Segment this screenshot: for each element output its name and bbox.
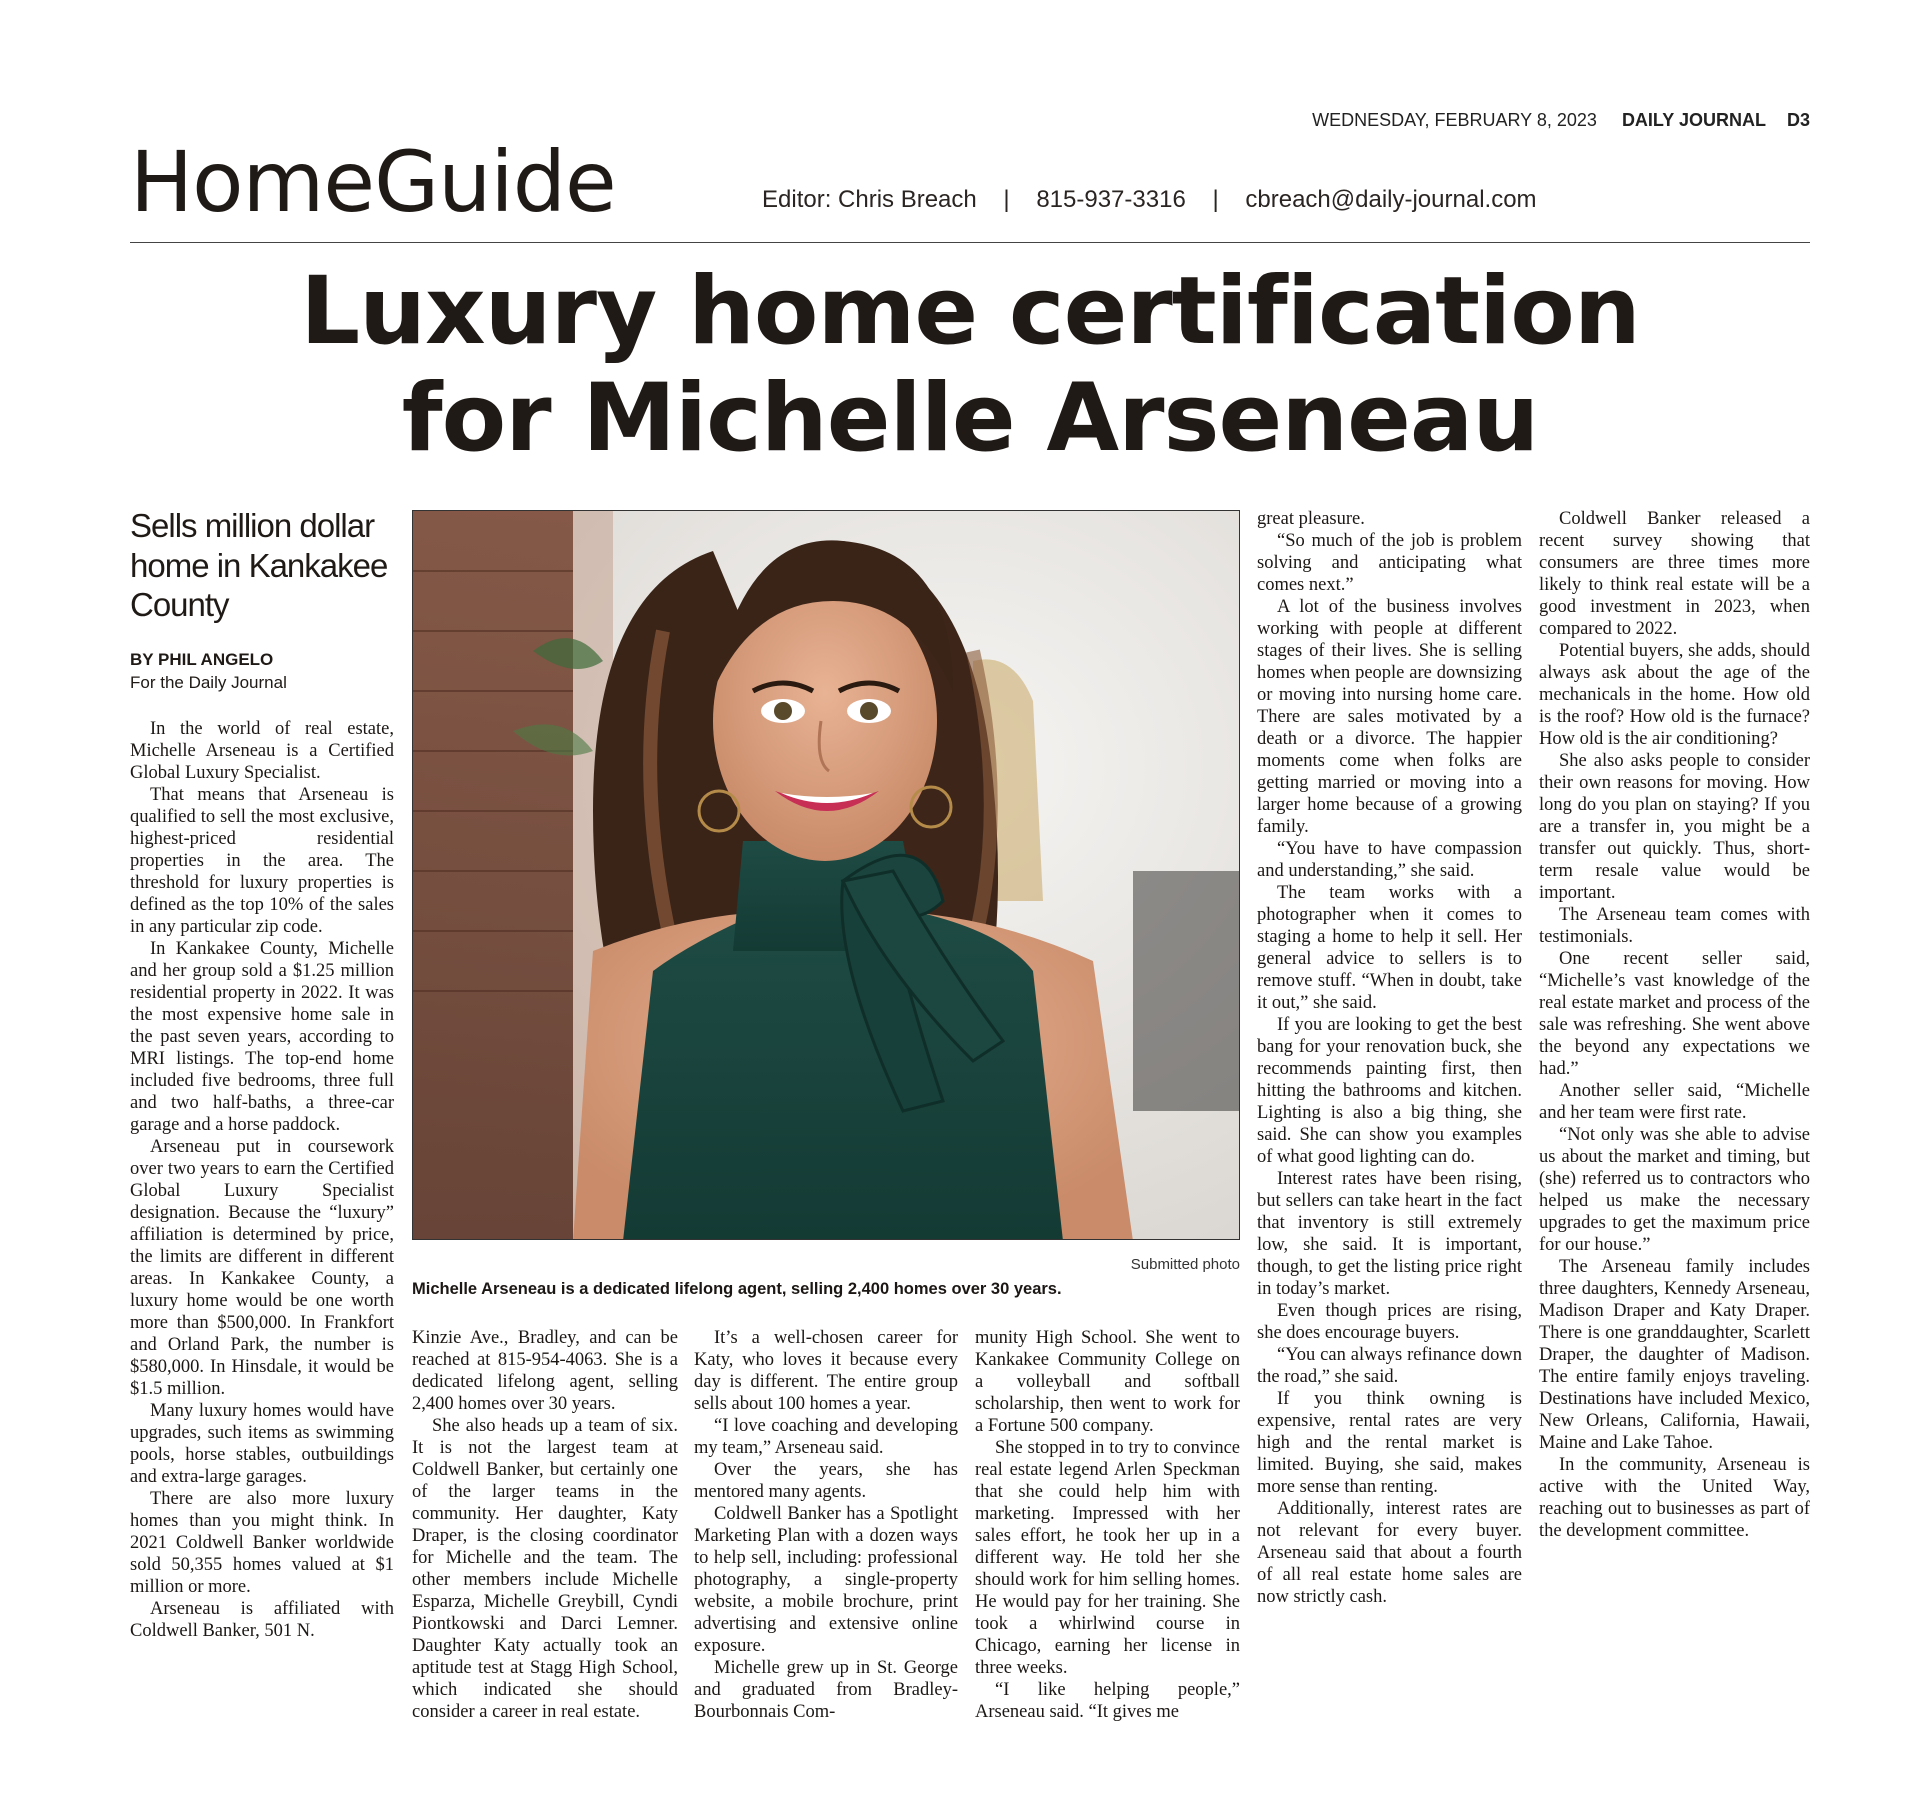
paragraph: Over the years, she has mentored many agents. xyxy=(694,1460,958,1502)
paragraph: “You have to have compassion and understanding,” she said. xyxy=(1257,839,1522,881)
article-column-4 xyxy=(975,1327,1240,1796)
paragraph: The Arseneau team comes with testimonials. xyxy=(1539,905,1810,947)
editor-info xyxy=(762,186,1537,214)
paragraph: Interest rates have been rising, but sellers can take heart in the fact that inventory is still extremely low, she said. It is important, though, to get the listing price right in today’s market. xyxy=(1257,1169,1522,1299)
header-rule xyxy=(130,242,1810,243)
separator: | xyxy=(1003,186,1010,213)
issue-date: WEDNESDAY, FEBRUARY 8, 2023 xyxy=(1312,110,1597,130)
separator: | xyxy=(1212,186,1219,213)
article-column-1 xyxy=(130,718,394,1796)
page-number: D3 xyxy=(1786,110,1810,130)
paragraph: Many luxury homes would have upgrades, such items as swimming pools, horse stables, outbuildings and extra-large garages. xyxy=(130,1401,394,1487)
article-column-5 xyxy=(1257,508,1522,1796)
section-title: HomeGuide xyxy=(130,133,616,231)
paragraph: The team works with a photographer when it comes to staging a home to help it sell. Her general advice to sellers is to remove stuff. “When in doubt, take it out,” she said. xyxy=(1257,883,1522,1013)
paragraph: One recent seller said, “Michelle’s vast knowledge of the real estate market and process of the sale was refreshing. She went above the beyond any expectations we had.” xyxy=(1539,949,1810,1079)
paragraph: Michelle grew up in St. George and graduated from Bradley-Bourbonnais Com- xyxy=(694,1658,958,1722)
paragraph: Arseneau is affiliated with Coldwell Banker, 501 N. xyxy=(130,1599,394,1641)
byline-affiliation: For the Daily Journal xyxy=(130,673,287,692)
paragraph: “Not only was she able to advise us about the market and timing, but (she) referred us to contractors who helped us make the necessary upgrades to get the maximum price for our house.” xyxy=(1539,1125,1810,1255)
paragraph: That means that Arseneau is qualified to sell the most exclusive, highest-priced residential properties in the area. The threshold for luxury properties is defined as the top 10% of the sales in any particular zip code. xyxy=(130,785,394,937)
headline-line-2: for Michelle Arseneau xyxy=(401,364,1539,474)
paragraph: Coldwell Banker has a Spotlight Marketing Plan with a dozen ways to help sell, including: professional photography, a single-property website, a mobile brochure, print advertising and extensive online exposure. xyxy=(694,1504,958,1656)
paragraph: munity High School. She went to Kankakee Community College on a volleyball and softball scholarship, then went to work for a Fortune 500 company. xyxy=(975,1328,1240,1436)
article-column-2 xyxy=(412,1327,678,1796)
paragraph: Additionally, interest rates are not relevant for every buyer. Arseneau said that about a fourth of all real estate home sales are now strictly cash. xyxy=(1257,1499,1522,1607)
paragraph: “You can always refinance down the road,” she said. xyxy=(1257,1345,1522,1387)
editor-name: Editor: Chris Breach xyxy=(762,186,977,213)
paragraph: A lot of the business involves working with people at different stages of their lives. She is selling homes when people are downsizing or moving into nursing home care. There are sales motivated by a death or a divorce. The happier moments come when folks are getting married or moving into a larger home because of a growing family. xyxy=(1257,597,1522,837)
paragraph: It’s a well-chosen career for Katy, who loves it because every day is different. The entire group sells about 100 homes a year. xyxy=(694,1328,958,1414)
paragraph: In Kankakee County, Michelle and her group sold a $1.25 million residential property in 2022. It was the most expensive home sale in the past seven years, according to MRI listings. The top-end home included five bedrooms, three full and two half-baths, a three-car garage and a horse paddock. xyxy=(130,939,394,1135)
paragraph: She stopped in to try to convince real estate legend Arlen Speckman that she could help him with marketing. Impressed with her sales effort, he took her up in a different way. He told her she should work for him selling homes. He would pay for her training. She took a whirlwind course in Chicago, earning her license in three weeks. xyxy=(975,1438,1240,1678)
paragraph: Arseneau put in coursework over two years to earn the Certified Global Luxury Specialist designation. Because the “luxury” affiliation is determined by price, the limits are different in different areas. In Kankakee County, a luxury home would be one worth more than $500,000. In Frankfort and Orland Park, the number is $580,000. In Hinsdale, it would be $1.5 million. xyxy=(130,1137,394,1399)
editor-phone: 815-937-3316 xyxy=(1036,186,1186,213)
paragraph: Even though prices are rising, she does encourage buyers. xyxy=(1257,1301,1522,1343)
paragraph: In the community, Arseneau is active with the United Way, reaching out to businesses as part of the development committee. xyxy=(1539,1455,1810,1541)
editor-email[interactable]: cbreach@daily-journal.com xyxy=(1245,186,1537,213)
paragraph: In the world of real estate, Michelle Arseneau is a Certified Global Luxury Specialist. xyxy=(130,719,394,783)
paragraph: She also asks people to consider their own reasons for moving. How long do you plan on staying? If you are a transfer in, you might be a transfer out quickly. Thus, short-term resale value would be important. xyxy=(1539,751,1810,903)
paragraph: She also heads up a team of six. It is not the largest team at Coldwell Banker, but certainly one of the larger teams in the community. Her daughter, Katy Draper, is the closing coordinator for Michelle and the team. The other members include Michelle Esparza, Michelle Greybill, Cyndi Piontkowski and Darci Lemner. Daughter Katy actually took an aptitude test at Stagg High School, which indicated she should consider a career in real estate. xyxy=(412,1416,678,1722)
portrait-photo xyxy=(412,510,1240,1240)
paragraph: “I like helping people,” Arseneau said. “It gives me xyxy=(975,1680,1240,1722)
paragraph: Coldwell Banker released a recent survey showing that consumers are three times more likely to think real estate will be a good investment in 2023, when compared to 2022. xyxy=(1539,509,1810,639)
paragraph: “So much of the job is problem solving and anticipating what comes next.” xyxy=(1257,531,1522,595)
article-column-3 xyxy=(694,1327,958,1796)
paper-name: DAILY JOURNAL xyxy=(1621,110,1766,130)
article-column-6 xyxy=(1539,508,1810,1796)
headline-line-1: Luxury home certification xyxy=(300,257,1640,366)
paragraph: great pleasure. xyxy=(1257,509,1365,529)
byline: BY PHIL ANGELO xyxy=(130,650,274,669)
photo-caption: Michelle Arseneau is a dedicated lifelong agent, selling 2,400 homes over 30 years. xyxy=(412,1280,1062,1298)
paragraph: There are also more luxury homes than you might think. In 2021 Coldwell Banker worldwide sold 50,355 homes valued at $1 million or more. xyxy=(130,1489,394,1597)
paragraph: “I love coaching and developing my team,” Arseneau said. xyxy=(694,1416,958,1458)
paragraph: Another seller said, “Michelle and her team were first rate. xyxy=(1539,1081,1810,1123)
paragraph: The Arseneau family includes three daughters, Kennedy Arseneau, Madison Draper and Katy Draper. There is one granddaughter, Scarlett Draper, the daughter of Madison. The entire family enjoys traveling. Destinations have included Mexico, New Orleans, California, Hawaii, Maine and Lake Tahoe. xyxy=(1539,1257,1810,1453)
paragraph: Kinzie Ave., Bradley, and can be reached at 815-954-4063. She is a dedicated lifelong agent, selling 2,400 homes over 30 years. xyxy=(412,1328,678,1414)
paragraph: If you are looking to get the best bang for your renovation buck, she recommends painting first, then hitting the bathrooms and kitchen. Lighting is also a big thing, she said. She can show you examples of what good lighting can do. xyxy=(1257,1015,1522,1167)
paragraph: Potential buyers, she adds, should always ask about the age of the mechanicals in the home. How old is the roof? How old is the furnace? How old is the air conditioning? xyxy=(1539,641,1810,749)
portrait-illustration xyxy=(413,511,1240,1240)
dateline xyxy=(1312,110,1810,131)
headline xyxy=(130,258,1810,472)
photo-credit: Submitted photo xyxy=(1130,1256,1240,1273)
deck: Sells million dollar home in Kankakee County xyxy=(130,507,388,624)
paragraph: If you think owning is expensive, rental rates are very high and the rental market is limited. Buying, she said, makes more sense than renting. xyxy=(1257,1389,1522,1497)
